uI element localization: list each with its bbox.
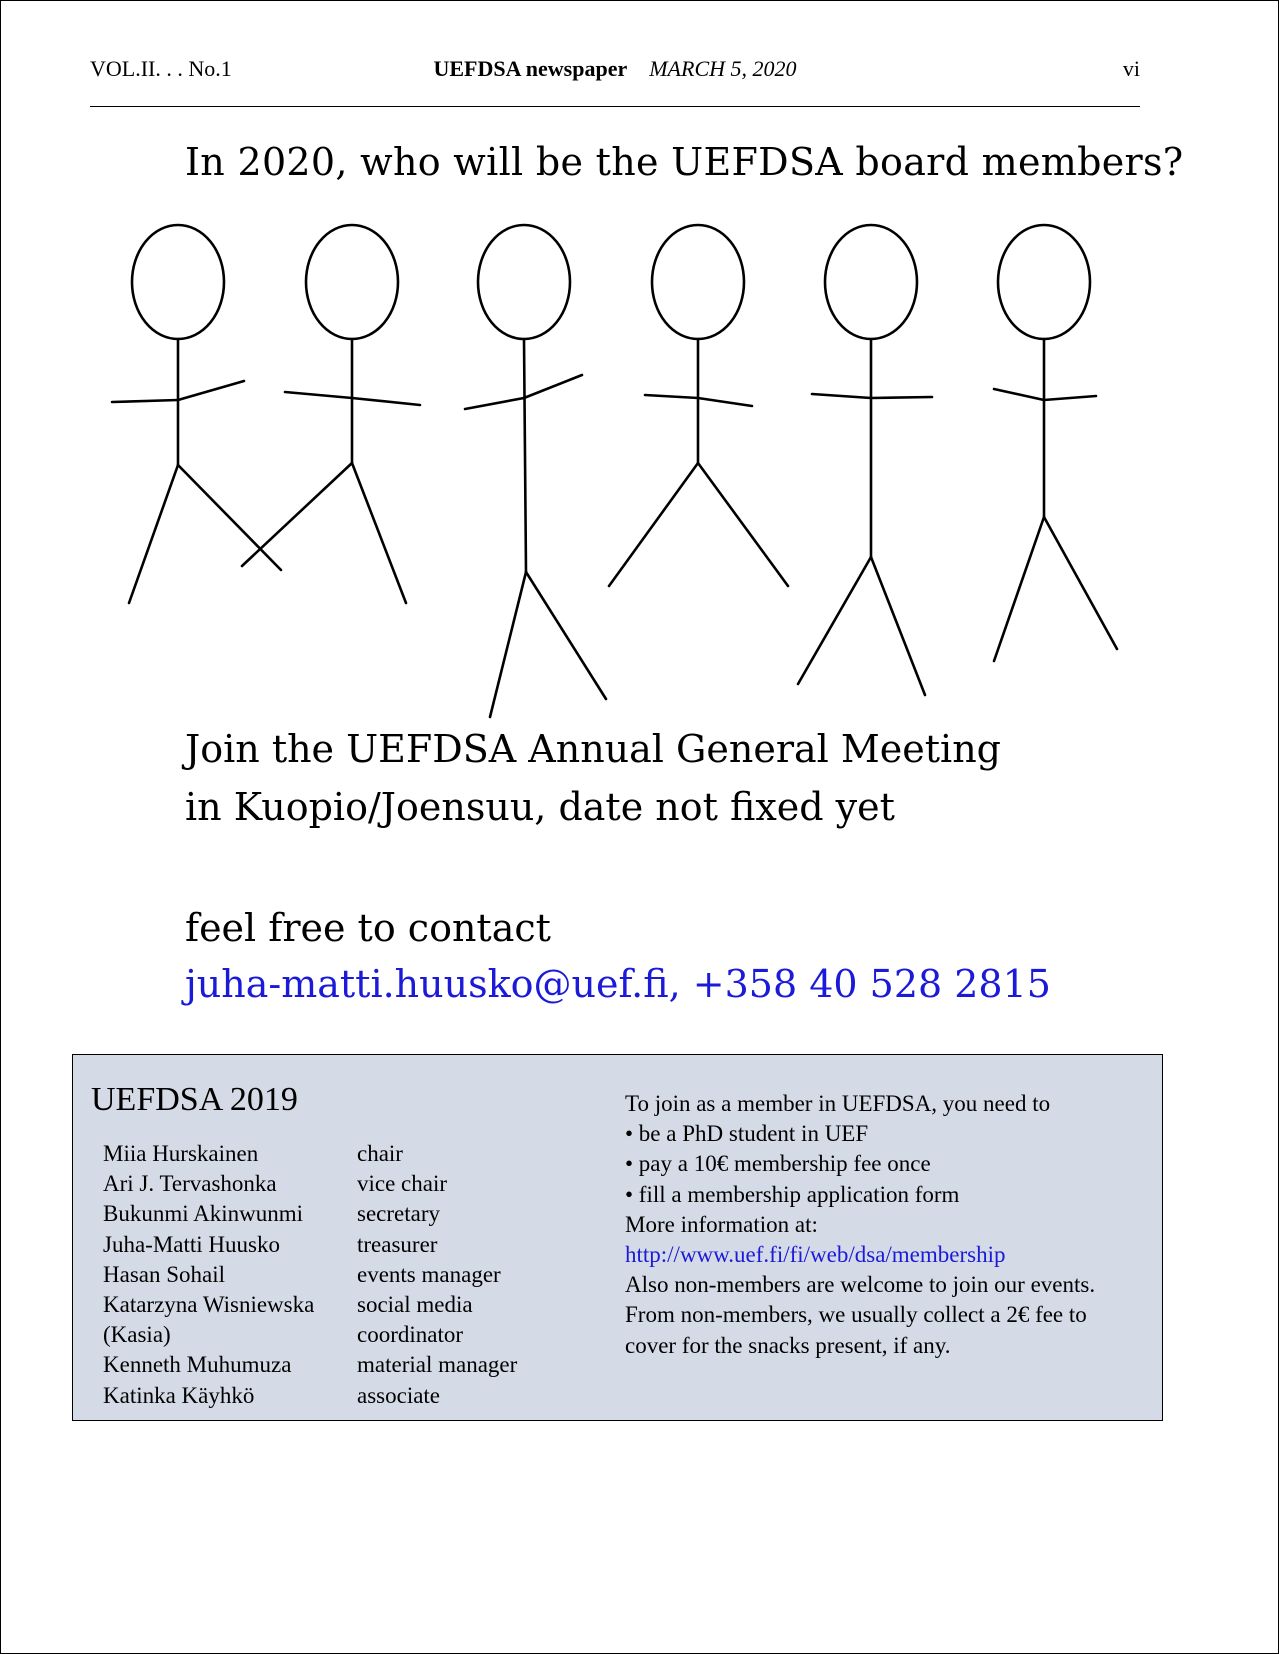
roster-row <box>103 1350 517 1380</box>
membership-info <box>625 1089 1155 1361</box>
volume-number: VOL.II. . . No.1 <box>90 56 232 81</box>
member-name: Kenneth Muhumuza <box>103 1352 292 1378</box>
requirement-item: • fill a membership application form <box>625 1181 960 1207</box>
membership-link[interactable]: http://www.uef.fi/fi/web/dsa/membership <box>625 1242 1006 1268</box>
headline: In 2020, who will be the UEFDSA board members? <box>185 140 1184 184</box>
member-role: chair <box>357 1141 403 1166</box>
stick-figure-icon <box>242 225 420 603</box>
roster-row <box>103 1139 517 1169</box>
stick-figure-icon <box>798 225 932 695</box>
meeting-line-1: Join the UEFDSA Annual General Meeting <box>185 727 1001 771</box>
member-name: Miia Hurskainen <box>103 1141 259 1166</box>
meeting-line-2: in Kuopio/Joensuu, date not fixed yet <box>185 785 895 829</box>
member-role: associate <box>357 1382 441 1408</box>
stick-figure-icon <box>465 225 606 717</box>
member-name: Ari J. Tervashonka <box>103 1171 277 1197</box>
member-name: Hasan Sohail <box>103 1261 226 1287</box>
member-name: Juha-Matti Huusko <box>103 1231 280 1257</box>
member-role: treasurer <box>357 1231 438 1257</box>
contact-intro: feel free to contact <box>185 906 551 950</box>
roster-row <box>103 1260 517 1290</box>
requirement-item: • pay a 10€ membership fee once <box>625 1151 931 1177</box>
member-name: Katarzyna Wisniewska <box>103 1292 315 1318</box>
meeting-announcement <box>185 720 1001 836</box>
board-info-box <box>72 1054 1163 1421</box>
roster-row <box>103 1230 517 1260</box>
roster-row <box>103 1199 517 1229</box>
contact-details-link[interactable]: juha-matti.huusko@uef.fi, +358 40 528 2815 <box>185 962 1051 1006</box>
board-roster <box>103 1139 517 1411</box>
member-role: vice chair <box>357 1171 448 1197</box>
roster-row <box>103 1290 517 1320</box>
roster-row <box>103 1381 517 1411</box>
page-number: vi <box>1122 56 1140 81</box>
contact-section <box>185 900 1051 1012</box>
stick-figures-illustration <box>0 0 1279 740</box>
member-name: (Kasia) <box>103 1322 171 1348</box>
non-member-note: Also non-members are welcome to join our events. <box>625 1272 1096 1298</box>
member-role: secretary <box>357 1201 440 1227</box>
membership-intro: To join as a member in UEFDSA, you need to <box>625 1091 1051 1116</box>
newspaper-name: UEFDSA newspaper <box>433 56 628 81</box>
more-info-label: More information at: <box>625 1211 818 1237</box>
roster-row <box>103 1320 517 1350</box>
stick-figure-icon <box>112 225 281 603</box>
member-role: coordinator <box>357 1322 464 1348</box>
requirement-item: • be a PhD student in UEF <box>625 1121 869 1147</box>
member-role: social media <box>357 1292 473 1318</box>
issue-date: MARCH 5, 2020 <box>649 56 797 81</box>
member-role: events manager <box>357 1261 501 1287</box>
member-role: material manager <box>357 1352 518 1378</box>
non-member-fee-note: From non-members, we usually collect a 2€ fee to <box>625 1302 1087 1328</box>
member-name: Katinka Käyhkö <box>103 1382 255 1408</box>
board-title: UEFDSA 2019 <box>91 1081 298 1118</box>
member-name: Bukunmi Akinwunmi <box>103 1201 303 1227</box>
stick-figure-icon <box>609 225 788 586</box>
stick-figure-icon <box>994 225 1117 661</box>
roster-row <box>103 1169 517 1199</box>
non-member-snacks-note: cover for the snacks present, if any. <box>625 1332 951 1358</box>
